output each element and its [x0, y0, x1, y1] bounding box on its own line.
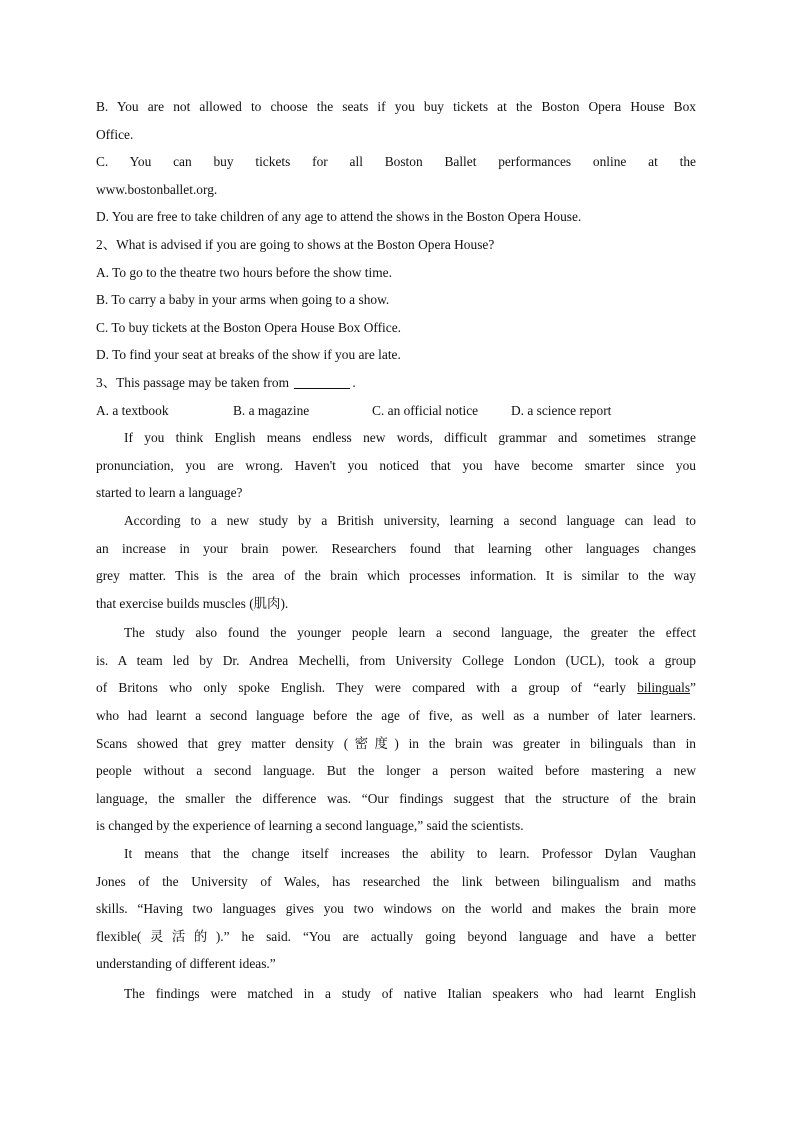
passage-p4-line4: flexible(灵活的).” he said. “You are actually going beyond language and have a better	[96, 928, 696, 944]
q2-option-b: B. To carry a baby in your arms when going to a show.	[96, 292, 390, 308]
passage-p2-line1: According to a new study by a British university, learning a second language can lead to	[124, 512, 696, 528]
passage-p3-line3	[96, 674, 696, 702]
passage-p3-line1: The study also found the younger people learn a second language, the greater the effect	[124, 625, 696, 641]
q1-option-c-line1: C. You can buy tickets for all Boston Ballet performances online at the	[96, 154, 696, 170]
passage-p2-line4: that exercise builds muscles (肌肉).	[96, 595, 289, 611]
passage-p3-line7: language, the smaller the difference was. “Our findings suggest that the structure of the brain	[96, 790, 696, 806]
q1-option-b-line1: B. You are not allowed to choose the seats if you buy tickets at the Boston Opera House Box	[96, 99, 696, 114]
q3-option-b: B. a magazine	[233, 402, 310, 418]
q3-options	[96, 397, 696, 425]
passage-p3-line3-text: of Britons who only spoke English. They were compared with a group of “early	[96, 680, 626, 696]
passage-p3-line5: Scans showed that grey matter density (密度) in the brain was greater in bilinguals than in	[96, 735, 696, 751]
q2-option-a: A. To go to the theatre two hours before the show time.	[96, 264, 392, 280]
passage-p5-line1: The findings were matched in a study of native Italian speakers who had learnt English	[124, 986, 696, 1001]
passage-p2-line2: an increase in your brain power. Researchers found that learning other languages changes	[96, 540, 696, 556]
answer-blank	[294, 374, 350, 389]
underlined-word: bilinguals	[637, 680, 691, 696]
passage-p1-line3: started to learn a language?	[96, 485, 243, 501]
q2-option-c: C. To buy tickets at the Boston Opera House Box Office.	[96, 319, 402, 335]
document-page	[96, 93, 696, 1008]
passage-p4-line3: skills. “Having two languages gives you two windows on the world and makes the brain more	[96, 901, 696, 917]
q3-question-text: 3、This passage may be taken from	[96, 374, 289, 390]
passage-p4-line2: Jones of the University of Wales, has researched the link between bilingualism and maths	[96, 873, 696, 889]
passage-p3-line4: who had learnt a second language before the age of five, as well as a number of later learners.	[96, 708, 696, 724]
passage-p3-line8: is changed by the experience of learning a second language,” said the scientists.	[96, 818, 524, 834]
q1-option-b-line2: Office.	[96, 126, 134, 142]
q3-question	[96, 369, 696, 397]
q3-question-end: .	[352, 374, 356, 390]
q3-option-a: A. a textbook	[96, 402, 169, 418]
passage-p3-line2: is. A team led by Dr. Andrea Mechelli, from University College London (UCL), took a group	[96, 652, 696, 668]
passage-p4-line5: understanding of different ideas.”	[96, 956, 276, 972]
passage-p2-line3: grey matter. This is the area of the brain which processes information. It is similar to the way	[96, 568, 696, 584]
passage-p3-line6: people without a second language. But the longer a person waited before mastering a new	[96, 763, 696, 779]
passage-p4-line1: It means that the change itself increases the ability to learn. Professor Dylan Vaughan	[124, 846, 696, 862]
passage-p1-line2: pronunciation, you are wrong. Haven't you noticed that you have become smarter since you	[96, 457, 696, 473]
q1-option-d: D. You are free to take children of any age to attend the shows in the Boston Opera House.	[96, 209, 582, 225]
q1-option-c-line2: www.bostonballet.org.	[96, 181, 218, 197]
q3-option-c: C. an official notice	[372, 402, 479, 418]
q2-question: 2、What is advised if you are going to shows at the Boston Opera House?	[96, 236, 495, 252]
closing-quote: ”	[690, 680, 696, 696]
q3-option-d: D. a science report	[511, 402, 612, 418]
passage-p1-line1: If you think English means endless new words, difficult grammar and sometimes strange	[124, 430, 696, 446]
q2-option-d: D. To find your seat at breaks of the show if you are late.	[96, 347, 401, 363]
